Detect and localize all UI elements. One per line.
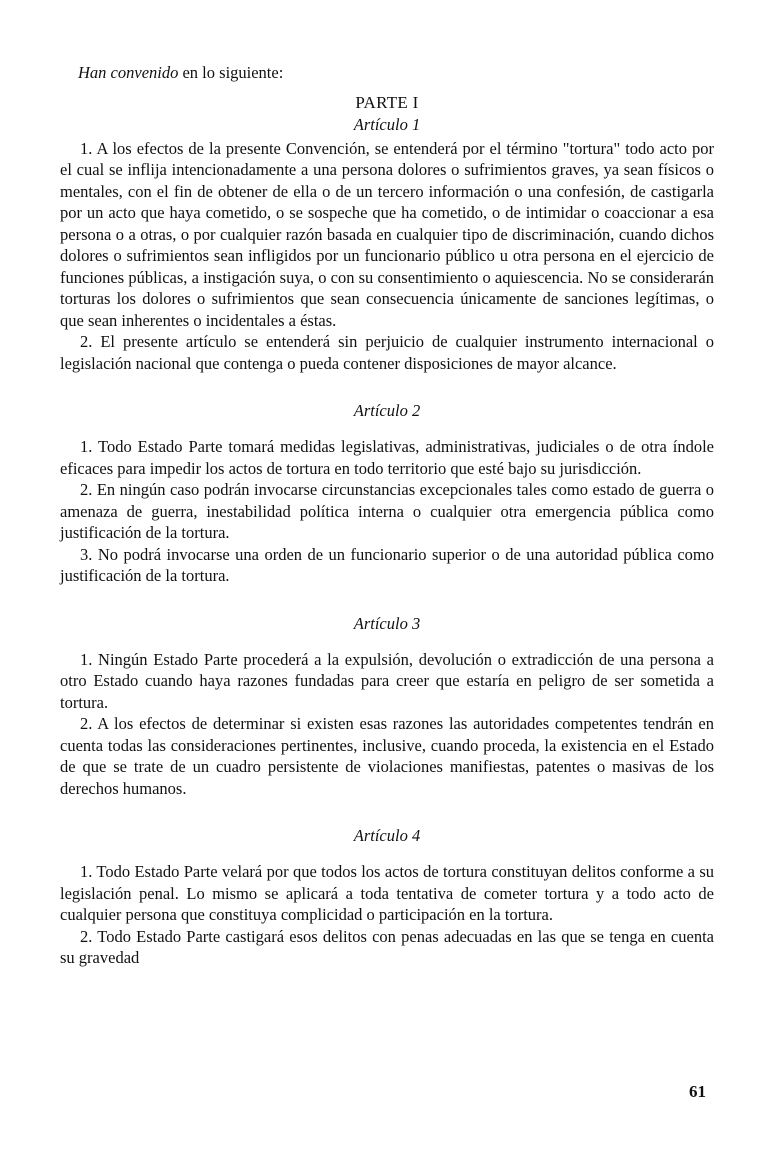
intro-rest: en lo siguiente:: [178, 63, 284, 82]
article-title: Artículo 1: [353, 114, 421, 134]
article-paragraph: 1. Todo Estado Parte tomará medidas legislativas, administrativas, judiciales o de otra índole eficaces para impedir los actos de tortura en todo territorio que esté bajo su jurisdicción.: [60, 437, 714, 478]
article-paragraph: 3. No podrá invocarse una orden de un funcionario superior o de una autoridad pública como justificación de la tortura.: [60, 544, 714, 585]
page-number: 61: [689, 1082, 706, 1101]
article-paragraph: 2. El presente artículo se entenderá sin perjuicio de cualquier instrumento internacional o legislación nacional que contenga o pueda contener disposiciones de mayor alcance.: [60, 332, 714, 373]
part-title: PARTE I: [355, 92, 419, 112]
article-4: [60, 825, 714, 969]
article-paragraph: 1. A los efectos de la presente Convención, se entenderá por el término "tortura" todo acto por el cual se inflija intencionadamente a una persona dolores o sufrimientos graves, ya sean físicos o mentales, con el fin de obtener de ella o de un tercero información o una confesión, de castigarla por un acto que haya cometido, o se sospeche que ha cometido, o de intimidar o coaccionar a esa persona o a otras, o por cualquier razón basada en cualquier tipo de discriminación, cuando dichos dolores o sufrimientos sean infligidos por un funcionario público u otra persona en el ejercicio de funciones públicas, a instigación suya, o con su consentimiento o aquiescencia. No se considerarán torturas los dolores o sufrimientos que sean consecuencia únicamente de sanciones legítimas, o que sean inherentes o incidentales a éstas.: [60, 138, 714, 330]
article-title: Artículo 3: [353, 613, 421, 633]
intro-italic: Han convenido: [78, 63, 179, 82]
article-2: [60, 400, 714, 587]
article-paragraph: 1. Todo Estado Parte velará por que todos los actos de tortura constituyan delitos conforme a su legislación penal. Lo mismo se aplicará a toda tentativa de cometer tortura y a todo acto de cualquier persona que constituya complicidad o participación en la tortura.: [60, 862, 714, 924]
article-paragraph: 2. En ningún caso podrán invocarse circunstancias excepcionales tales como estado de guerra o amenaza de guerra, inestabilidad política interna o cualquier otra emergencia pública como justificación de la tortura.: [60, 480, 714, 542]
article-1: [60, 114, 714, 375]
document-page: [60, 62, 714, 969]
article-3: [60, 613, 714, 800]
intro-line: [78, 62, 714, 84]
article-title: Artículo 4: [353, 826, 421, 845]
article-paragraph: 2. A los efectos de determinar si existen esas razones las autoridades competentes tendrán en cuenta todas las consideraciones pertinentes, inclusive, cuando proceda, la existencia en el Estado de que se trate de un cuadro persistente de violaciones manifiestas, patentes o masivas de los derechos humanos.: [60, 714, 714, 798]
article-title: Artículo 2: [353, 401, 421, 420]
article-paragraph: 1. Ningún Estado Parte procederá a la expulsión, devolución o extradicción de una persona a otro Estado cuando haya razones fundadas para creer que estaría en peligro de ser sometida a tortura.: [60, 649, 714, 712]
article-paragraph: 2. Todo Estado Parte castigará esos delitos con penas adecuadas en las que se tenga en cuenta su gravedad: [60, 926, 714, 967]
